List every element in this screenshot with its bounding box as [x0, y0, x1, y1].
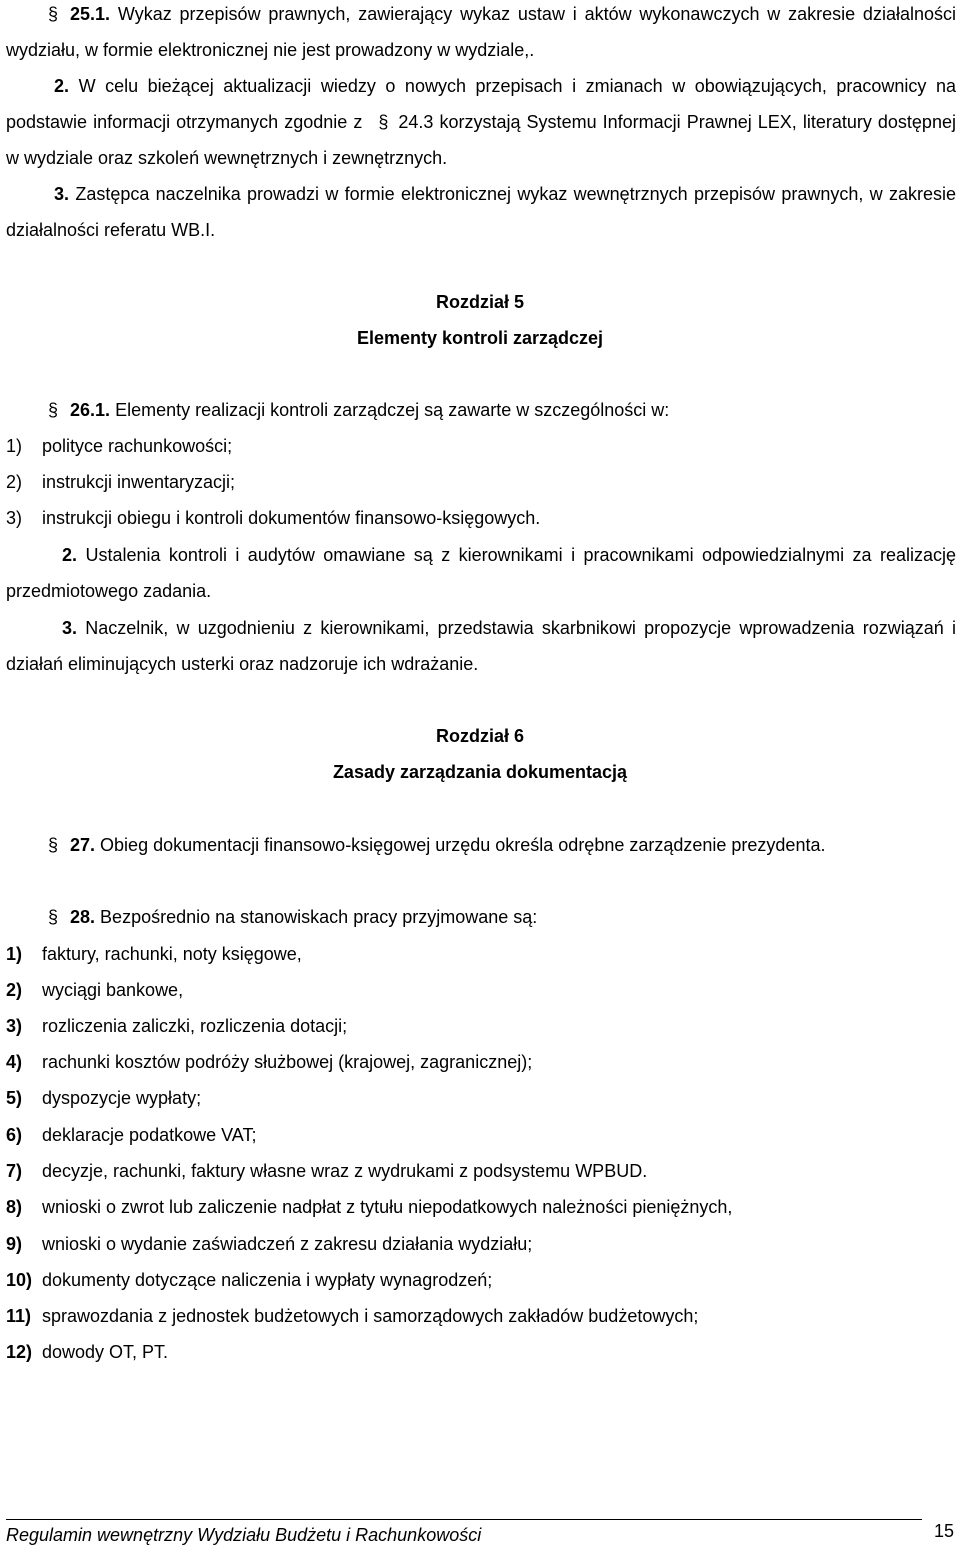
paragraph-number: 2. — [62, 545, 78, 565]
footer-divider — [6, 1519, 922, 1520]
list-text: wnioski o zwrot lub zaliczenie nadpłat z tytułu niepodatkowych należności pieniężnych, — [42, 1197, 733, 1217]
chapter-5-label: Rozdział 5 — [435, 292, 524, 312]
paragraph-text: Zastępca naczelnika prowadzi w formie elektronicznej wykaz wewnętrznych przepisów prawnych, w zakresie działalności referatu WB.I. — [6, 184, 956, 240]
paragraph-25-3 — [6, 176, 956, 248]
list-text: dowody OT, PT. — [42, 1342, 169, 1362]
list-text: instrukcji obiegu i kontroli dokumentów finansowo-księgowych. — [42, 508, 541, 528]
list-number: 1) — [6, 436, 23, 456]
paragraph-28 — [6, 899, 956, 935]
paragraph-26-1 — [6, 392, 956, 428]
list-number: 5) — [6, 1088, 23, 1108]
paragraph-26-2 — [6, 537, 956, 609]
list-item — [6, 1044, 946, 1080]
list-number: 6) — [6, 1125, 23, 1145]
paragraph-number: 26.1. — [70, 400, 111, 420]
list-number: 4) — [6, 1052, 23, 1072]
list-item — [6, 428, 946, 464]
list-number: 2) — [6, 472, 23, 492]
section-sign-icon: § — [47, 835, 58, 855]
paragraph-25-1 — [6, 0, 956, 68]
list-item — [6, 464, 946, 500]
list-text: deklaracje podatkowe VAT; — [42, 1125, 257, 1145]
list-text: wnioski o wydanie zaświadczeń z zakresu działania wydziału; — [42, 1234, 533, 1254]
list-item — [6, 500, 946, 536]
chapter-5-title: Elementy kontroli zarządczej — [356, 328, 604, 348]
list-number: 12) — [6, 1342, 33, 1362]
list-number: 7) — [6, 1161, 23, 1181]
list-text: sprawozdania z jednostek budżetowych i samorządowych zakładów budżetowych; — [42, 1306, 699, 1326]
section-sign-icon: § — [47, 907, 58, 927]
list-item — [6, 972, 946, 1008]
paragraph-number: 28. — [70, 907, 96, 927]
chapter-6-label: Rozdział 6 — [435, 726, 524, 746]
list-item — [6, 1298, 946, 1334]
page-number: 15 — [933, 1521, 954, 1541]
list-item — [6, 1262, 946, 1298]
list-text: dyspozycje wypłaty; — [42, 1088, 202, 1108]
list-text: instrukcji inwentaryzacji; — [42, 472, 236, 492]
paragraph-number: 25.1. — [70, 4, 111, 24]
list-text: rozliczenia zaliczki, rozliczenia dotacji; — [42, 1016, 348, 1036]
paragraph-text: Bezpośrednio na stanowiskach pracy przyjmowane są: — [100, 907, 538, 927]
list-number: 10) — [6, 1270, 33, 1290]
list-text: faktury, rachunki, noty księgowe, — [42, 944, 302, 964]
list-number: 3) — [6, 1016, 23, 1036]
paragraph-text: W celu bieżącej aktualizacji wiedzy o nowych przepisach i zmianach w obowiązujących, pracownicy na podstawie informacji otrzymanych zgodnie z — [6, 76, 956, 132]
paragraph-number: 3. — [54, 184, 70, 204]
list-item — [6, 1189, 946, 1225]
chapter-6-title: Zasady zarządzania dokumentacją — [332, 762, 628, 782]
paragraph-27 — [6, 827, 956, 863]
list-number: 11) — [6, 1306, 32, 1326]
list-item — [6, 1153, 946, 1189]
list-item — [6, 1117, 946, 1153]
list-number: 3) — [6, 508, 23, 528]
section-sign-icon: § — [47, 4, 58, 24]
list-number: 9) — [6, 1234, 23, 1254]
list-item — [6, 936, 946, 972]
list-number: 8) — [6, 1197, 23, 1217]
section-sign-icon: § — [378, 112, 389, 132]
paragraph-text: Naczelnik, w uzgodnieniu z kierownikami, przedstawia skarbnikowi propozycje wprowadzenia rozwiązań i działań eliminujących usterki oraz nadzoruje ich wdrażanie. — [6, 618, 956, 674]
list-item — [6, 1226, 946, 1262]
paragraph-25-2 — [6, 68, 956, 176]
list-text: rachunki kosztów podróży służbowej (krajowej, zagranicznej); — [42, 1052, 533, 1072]
list-text: decyzje, rachunki, faktury własne wraz z wydrukami z podsystemu WPBUD. — [42, 1161, 648, 1181]
list-text: dokumenty dotyczące naliczenia i wypłaty wynagrodzeń; — [42, 1270, 493, 1290]
paragraph-text: Ustalenia kontroli i audytów omawiane są z kierownikami i pracownikami odpowiedzialnymi za realizację przedmiotowego zadania. — [6, 545, 956, 601]
paragraph-number: 2. — [54, 76, 70, 96]
list-text: wyciągi bankowe, — [42, 980, 184, 1000]
list-item — [6, 1334, 946, 1370]
paragraph-26-3 — [6, 610, 956, 682]
paragraph-number: 27. — [70, 835, 96, 855]
list-item — [6, 1008, 946, 1044]
paragraph-text: korzystają Systemu Informacji Prawnej LEX, literatury dostępnej w wydziale oraz szkoleń wewnętrznych i zewnętrznych. — [6, 112, 956, 168]
paragraph-text: Obieg dokumentacji finansowo-księgowej urzędu określa odrębne zarządzenie prezydenta. — [100, 835, 826, 855]
list-number: 1) — [6, 944, 23, 964]
list-text: polityce rachunkowości; — [42, 436, 233, 456]
paragraph-number: 3. — [62, 618, 78, 638]
paragraph-text: Elementy realizacji kontroli zarządczej są zawarte w szczególności w: — [115, 400, 670, 420]
paragraph-reference: 24.3 — [398, 112, 434, 132]
footer-title: Regulamin wewnętrzny Wydziału Budżetu i Rachunkowości — [6, 1525, 482, 1545]
list-number: 2) — [6, 980, 23, 1000]
section-sign-icon: § — [47, 400, 58, 420]
paragraph-text: Wykaz przepisów prawnych, zawierający wykaz ustaw i aktów wykonawczych w zakresie działalności wydziału, w formie elektronicznej nie jest prowadzony w wydziale,. — [6, 4, 956, 60]
list-item — [6, 1080, 946, 1116]
